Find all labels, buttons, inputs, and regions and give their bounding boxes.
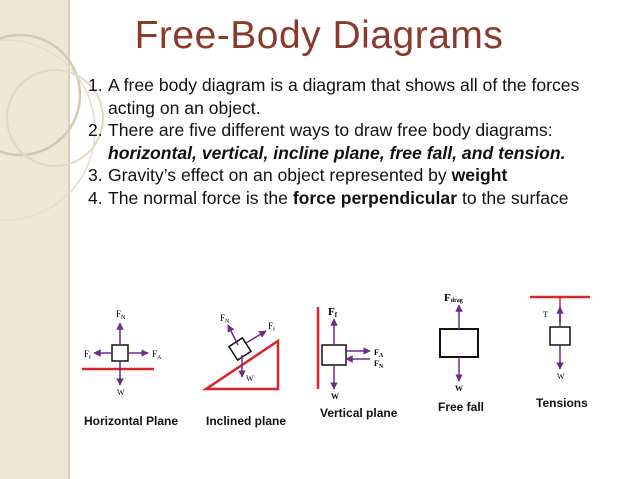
caption-freefall: Free fall [438, 400, 485, 414]
tension-diagram [530, 297, 590, 410]
item-text: There are five different ways to draw free body diagrams: [108, 120, 553, 140]
item-text: A free body diagram is a diagram that shows all of the forces acting on an object. [108, 75, 580, 118]
caption-horizontal: Horizontal Plane [84, 414, 179, 428]
inclined-plane-diagram [206, 313, 286, 428]
free-body-diagrams [70, 285, 638, 435]
list-item [88, 187, 628, 210]
list-item [88, 164, 628, 187]
object-box [440, 329, 478, 357]
fn-label: $F_N$ [220, 313, 230, 325]
item-text: The normal force is the [108, 187, 293, 208]
w-label: W [455, 384, 463, 393]
free-fall-diagram [438, 292, 484, 414]
fn-label: $F_N$ [374, 359, 384, 370]
fdrag-label: Fdrag [444, 292, 463, 304]
fa-label: $F_A$ [374, 348, 384, 359]
vertical-plane-diagram [318, 306, 398, 420]
ff-label: $F_f$ [268, 321, 276, 333]
item-number: 3. [88, 165, 103, 185]
object-box [322, 345, 346, 365]
list-item [88, 74, 628, 119]
item-text-emphasis: horizontal, vertical, incline plane, free fall, and tension. [108, 142, 566, 163]
slide-title: Free-Body Diagrams [134, 14, 504, 57]
ff-label: $F_f$ [84, 349, 92, 361]
w-label: W [557, 372, 565, 381]
item-number: 2. [88, 120, 103, 140]
caption-inclined: Inclined plane [206, 414, 287, 428]
item-text: to the surface [457, 187, 569, 208]
t-label: T [543, 310, 548, 319]
bullet-list [88, 74, 628, 209]
normal-force-arrow [228, 325, 238, 345]
w-label: W [331, 392, 339, 401]
item-number: 4. [88, 187, 103, 208]
friction-arrow [246, 331, 266, 343]
caption-tension: Tensions [536, 396, 588, 410]
list-item [88, 119, 628, 164]
item-text-emphasis: weight [451, 165, 508, 185]
ff-label: Ff [328, 306, 338, 319]
w-label: W [117, 388, 125, 397]
w-label: W [246, 374, 254, 383]
item-text-emphasis: force perpendicular [292, 187, 458, 208]
item-number: 1. [88, 75, 103, 95]
caption-vertical: Vertical plane [320, 406, 398, 420]
item-text: Gravity’s effect on an object represented by [108, 165, 452, 185]
object-box [112, 345, 128, 361]
fn-label: $F_N$ [116, 309, 126, 321]
object-box [550, 327, 570, 345]
fa-label: $F_A$ [152, 349, 162, 361]
horizontal-plane-diagram [82, 309, 178, 428]
